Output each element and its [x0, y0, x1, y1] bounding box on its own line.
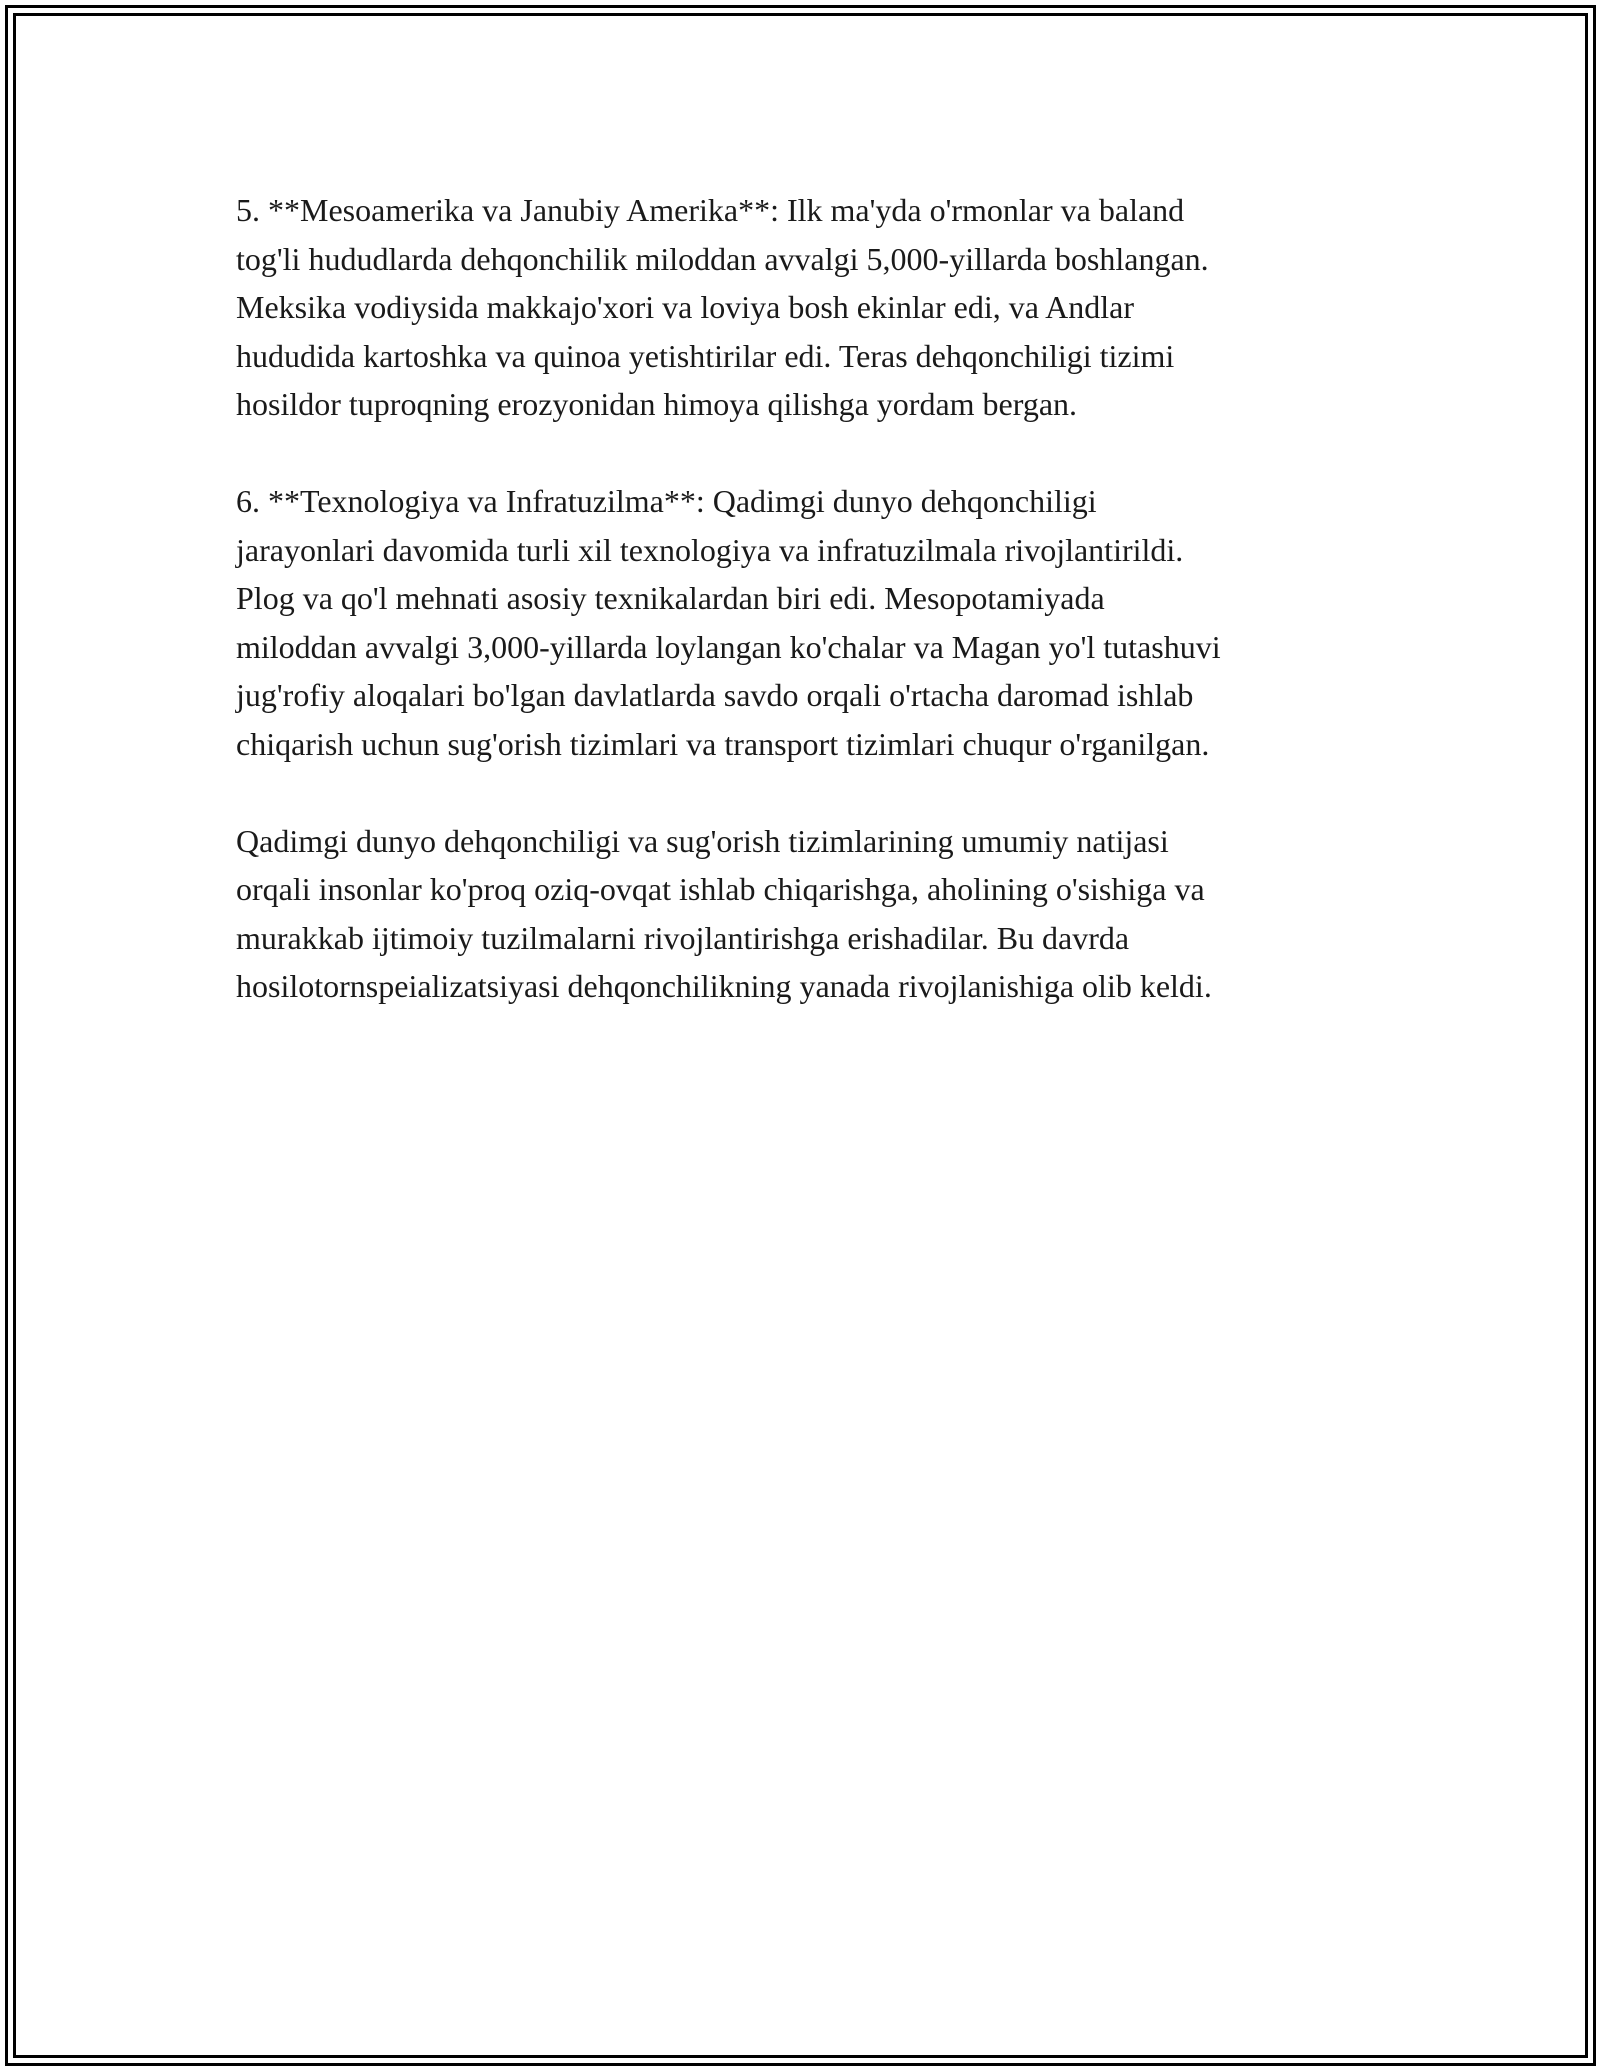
text-line: tog'li hududlarda dehqonchilik miloddan avvalgi 5,000-yillarda boshlangan.: [236, 240, 1209, 277]
text-line: chiqarish uchun sug'orish tizimlari va transport tizimlari chuqur o'rganilgan.: [236, 725, 1210, 762]
text-line: 5. **Mesoamerika va Janubiy Amerika**: Ilk ma'yda o'rmonlar va baland: [236, 192, 1185, 228]
text-line: 6. **Texnologiya va Infratuzilma**: Qadimgi dunyo dehqonchiligi: [236, 483, 1097, 519]
text-line: Plog va qo'l mehnati asosiy texnikalardan biri edi. Mesopotamiyada: [236, 580, 1105, 616]
text-line: hududida kartoshka va quinoa yetishtirilar edi. Teras dehqonchiligi tizimi: [236, 337, 1175, 374]
text-line: miloddan avvalgi 3,000-yillarda loylangan ko'chalar va Magan yo'l tutashuvi: [236, 628, 1221, 665]
text-line: murakkab ijtimoiy tuzilmalarni rivojlantirishga erishadilar. Bu davrda: [236, 919, 1130, 956]
text-line: jug'rofiy aloqalari bo'lgan davlatlarda savdo orqali o'rtacha daromad ishlab: [236, 677, 1194, 713]
text-line: orqali insonlar ko'proq oziq-ovqat ishlab chiqarishga, aholining o'sishiga va: [236, 871, 1205, 907]
paragraph-conclusion: [236, 817, 1386, 1011]
text-line: Meksika vodiysida makkajo'xori va loviya bosh ekinlar edi, va Andlar: [236, 289, 1135, 325]
paragraph-mesoamerika: [236, 186, 1386, 429]
document-body: [236, 186, 1386, 1059]
text-line: hosilotornspeializatsiyasi dehqonchilikning yanada rivojlanishiga olib keldi.: [236, 968, 1212, 1004]
text-line: hosildor tuproqning erozyonidan himoya qilishga yordam bergan.: [236, 386, 1078, 422]
text-line: Qadimgi dunyo dehqonchiligi va sug'orish tizimlarining umumiy natijasi: [236, 822, 1169, 859]
text-line: jarayonlari davomida turli xil texnologiya va infratuzilmala rivojlantirildi.: [236, 531, 1184, 568]
paragraph-texnologiya: [236, 477, 1386, 768]
